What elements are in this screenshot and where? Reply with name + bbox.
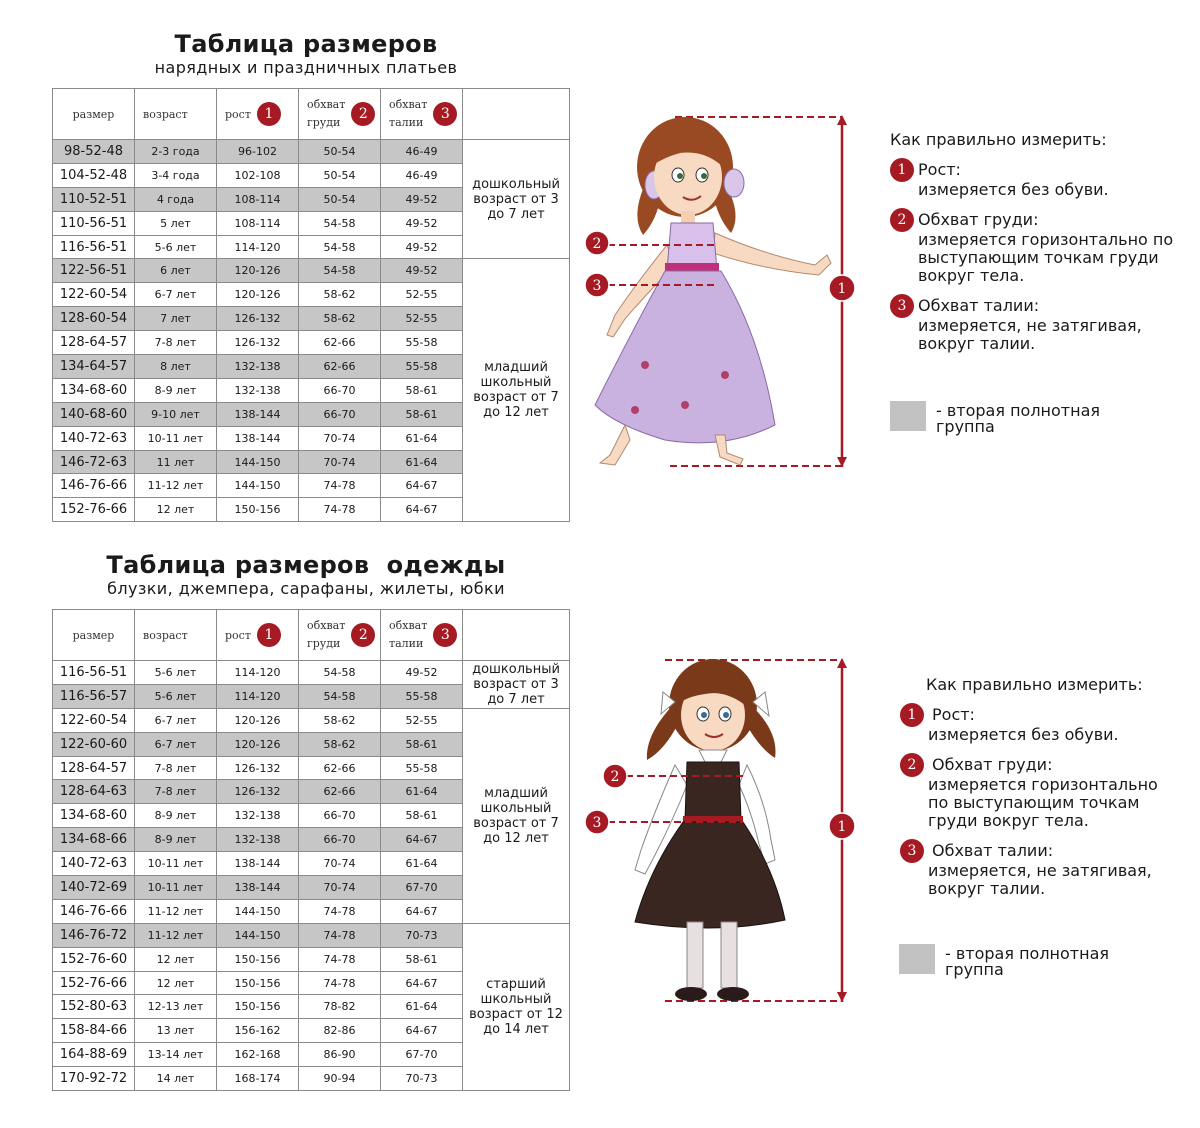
age-group-cell: младший школьный возраст от 7 до 12 лет: [463, 259, 570, 522]
height-cell: 144-150: [217, 923, 299, 947]
header-height: [217, 610, 299, 661]
size-cell: 158-84-66: [53, 1019, 135, 1043]
dress-bodice: [667, 223, 717, 270]
height-cell: 138-144: [217, 876, 299, 900]
marker-3-badge: 3: [433, 623, 457, 647]
header-waist-line2: талии: [389, 116, 424, 129]
chest-cell: 70-74: [299, 450, 381, 474]
waist-cell: 61-64: [381, 995, 463, 1019]
howto-item-text: измеряется горизонтально по выступающим точкам груди вокруг тела.: [918, 230, 1174, 285]
chest-number-icon: 2: [890, 208, 914, 232]
howto-item-title: Обхват талии:: [932, 841, 1054, 860]
size-cell: 146-76-66: [53, 899, 135, 923]
chest-marker-number: 2: [610, 769, 620, 785]
waist-cell: 64-67: [381, 498, 463, 522]
waist-cell: 64-67: [381, 971, 463, 995]
figure-uniform-girl: [575, 650, 865, 1015]
chest-number-icon: 2: [900, 753, 924, 777]
header-chest-line1: обхват: [307, 98, 346, 111]
header-chest-line1: обхват: [307, 619, 346, 632]
height-cell: 108-114: [217, 211, 299, 235]
age-cell: 10-11 лет: [135, 876, 217, 900]
age-cell: 11-12 лет: [135, 474, 217, 498]
size-cell: 128-60-54: [53, 307, 135, 331]
size-cell: 146-76-66: [53, 474, 135, 498]
height-cell: 114-120: [217, 661, 299, 685]
age-cell: 7-8 лет: [135, 331, 217, 355]
chest-cell: 74-78: [299, 498, 381, 522]
howto-item-text: измеряется без обуви.: [918, 180, 1109, 199]
howto-item-title: Рост:: [918, 160, 961, 179]
size-cell: 116-56-57: [53, 684, 135, 708]
header-chest-line2: груди: [307, 637, 341, 650]
age-cell: 7-8 лет: [135, 756, 217, 780]
table-header-row: [53, 610, 570, 661]
waist-cell: 49-52: [381, 259, 463, 283]
header-group: [463, 89, 570, 140]
chest-cell: 74-78: [299, 923, 381, 947]
howto-heading: Как правильно измерить:: [926, 675, 1143, 694]
figure-dress-girl: [575, 105, 865, 480]
size-cell: 134-64-57: [53, 355, 135, 379]
size-cell: 134-68-60: [53, 804, 135, 828]
waist-cell: 61-64: [381, 852, 463, 876]
age-cell: 2-3 года: [135, 140, 217, 164]
height-cell: 144-150: [217, 450, 299, 474]
waist-cell: 58-61: [381, 402, 463, 426]
age-cell: 11-12 лет: [135, 923, 217, 947]
height-cell: 168-174: [217, 1067, 299, 1091]
chest-cell: 66-70: [299, 828, 381, 852]
height-cell: 144-150: [217, 899, 299, 923]
size-cell: 170-92-72: [53, 1067, 135, 1091]
size-cell: 140-72-63: [53, 852, 135, 876]
age-cell: 12 лет: [135, 498, 217, 522]
waist-cell: 70-73: [381, 1067, 463, 1091]
howto-panel-1: [890, 131, 1175, 365]
leg-left: [687, 922, 703, 988]
waist-cell: 61-64: [381, 780, 463, 804]
waist-marker-number: 3: [592, 278, 602, 294]
size-cell: 116-56-51: [53, 661, 135, 685]
header-age: возраст: [135, 89, 217, 140]
waist-cell: 61-64: [381, 450, 463, 474]
waist-number-icon: 3: [890, 294, 914, 318]
header-waist-line1: обхват: [389, 619, 428, 632]
chest-cell: 74-78: [299, 971, 381, 995]
chest-cell: 54-58: [299, 211, 381, 235]
chest-cell: 90-94: [299, 1067, 381, 1091]
waist-cell: 55-58: [381, 355, 463, 379]
age-cell: 13 лет: [135, 1019, 217, 1043]
pinafore-bodice: [685, 762, 741, 820]
size-cell: 134-68-66: [53, 828, 135, 852]
chest-cell: 54-58: [299, 235, 381, 259]
flower-icon: [641, 361, 649, 369]
age-cell: 12 лет: [135, 971, 217, 995]
size-table-dresses: [52, 88, 570, 522]
chest-cell: 82-86: [299, 1019, 381, 1043]
flower-icon: [681, 401, 689, 409]
waist-cell: 55-58: [381, 331, 463, 355]
age-cell: 5-6 лет: [135, 661, 217, 685]
size-cell: 122-56-51: [53, 259, 135, 283]
marker-1-badge: 1: [257, 623, 281, 647]
header-waist-line1: обхват: [389, 98, 428, 111]
chest-cell: 70-74: [299, 426, 381, 450]
flower-icon: [631, 406, 639, 414]
dress-skirt: [592, 271, 775, 443]
chest-cell: 54-58: [299, 684, 381, 708]
table-row: [53, 140, 570, 164]
header-size: размер: [53, 89, 135, 140]
waist-cell: 67-70: [381, 876, 463, 900]
height-cell: 132-138: [217, 804, 299, 828]
chest-cell: 70-74: [299, 852, 381, 876]
shoe-right: [717, 987, 749, 1001]
size-table-clothing: [52, 609, 570, 1091]
waist-cell: 52-55: [381, 708, 463, 732]
header-size: размер: [53, 610, 135, 661]
size-cell: 152-76-60: [53, 947, 135, 971]
chest-marker-number: 2: [592, 236, 602, 252]
height-cell: 126-132: [217, 780, 299, 804]
age-cell: 12-13 лет: [135, 995, 217, 1019]
height-cell: 120-126: [217, 259, 299, 283]
header-age: возраст: [135, 610, 217, 661]
chest-cell: 74-78: [299, 474, 381, 498]
pigtail-right: [745, 705, 776, 758]
height-cell: 96-102: [217, 140, 299, 164]
shoe-left: [675, 987, 707, 1001]
age-cell: 8 лет: [135, 355, 217, 379]
chest-cell: 50-54: [299, 187, 381, 211]
height-cell: 150-156: [217, 995, 299, 1019]
height-cell: 150-156: [217, 947, 299, 971]
waist-marker-number: 3: [592, 815, 602, 831]
waist-cell: 58-61: [381, 732, 463, 756]
pupil-right: [701, 173, 707, 179]
table-row: [53, 259, 570, 283]
header-height-label: рост: [225, 107, 251, 121]
table1-title: Таблица размеров: [174, 30, 438, 58]
size-cell: 146-76-72: [53, 923, 135, 947]
size-cell: 128-64-57: [53, 756, 135, 780]
height-cell: 120-126: [217, 732, 299, 756]
age-cell: 8-9 лет: [135, 804, 217, 828]
chest-cell: 66-70: [299, 804, 381, 828]
chest-cell: 58-62: [299, 307, 381, 331]
size-cell: 110-56-51: [53, 211, 135, 235]
height-marker-number: 1: [837, 281, 847, 297]
howto-item-text: измеряется, не затягивая, вокруг талии.: [918, 316, 1142, 353]
waist-cell: 64-67: [381, 828, 463, 852]
height-cell: 144-150: [217, 474, 299, 498]
size-cell: 128-64-63: [53, 780, 135, 804]
howto-item-title: Обхват груди:: [932, 755, 1053, 774]
table-row: [53, 708, 570, 732]
height-cell: 108-114: [217, 187, 299, 211]
size-cell: 134-68-60: [53, 378, 135, 402]
age-cell: 10-11 лет: [135, 852, 217, 876]
age-cell: 7-8 лет: [135, 780, 217, 804]
height-cell: 132-138: [217, 828, 299, 852]
waist-number-icon: 3: [900, 839, 924, 863]
size-cell: 140-68-60: [53, 402, 135, 426]
height-cell: 126-132: [217, 307, 299, 331]
size-cell: 128-64-57: [53, 331, 135, 355]
age-cell: 8-9 лет: [135, 828, 217, 852]
gray-swatch: [890, 401, 926, 431]
marker-1-badge: 1: [257, 102, 281, 126]
chest-cell: 54-58: [299, 259, 381, 283]
height-cell: 114-120: [217, 684, 299, 708]
waist-cell: 58-61: [381, 378, 463, 402]
pupil-right: [723, 712, 729, 718]
header-group: [463, 610, 570, 661]
age-cell: 13-14 лет: [135, 1043, 217, 1067]
howto-item-text: измеряется без обуви.: [928, 725, 1119, 744]
age-cell: 4 года: [135, 187, 217, 211]
howto-item-chest: [900, 756, 1180, 830]
legend-text: - вторая полнотная группа: [945, 944, 1110, 979]
collar: [699, 750, 727, 762]
chest-cell: 50-54: [299, 140, 381, 164]
leg-right: [721, 922, 737, 988]
howto-item-waist: [890, 297, 1175, 353]
height-cell: 132-138: [217, 355, 299, 379]
waist-cell: 52-55: [381, 307, 463, 331]
age-cell: 5 лет: [135, 211, 217, 235]
chest-cell: 50-54: [299, 163, 381, 187]
height-cell: 132-138: [217, 378, 299, 402]
size-cell: 152-80-63: [53, 995, 135, 1019]
chest-cell: 62-66: [299, 756, 381, 780]
height-cell: 156-162: [217, 1019, 299, 1043]
waist-cell: 49-52: [381, 235, 463, 259]
waist-cell: 64-67: [381, 899, 463, 923]
chest-marker: [585, 231, 609, 255]
age-cell: 6 лет: [135, 259, 217, 283]
height-cell: 126-132: [217, 756, 299, 780]
howto-panel-2: [900, 676, 1180, 910]
header-height-label: рост: [225, 628, 251, 642]
height-cell: 102-108: [217, 163, 299, 187]
age-cell: 9-10 лет: [135, 402, 217, 426]
howto-item-height: [900, 706, 1180, 744]
howto-heading: Как правильно измерить:: [890, 130, 1107, 149]
waist-cell: 70-73: [381, 923, 463, 947]
size-cell: 152-76-66: [53, 498, 135, 522]
chest-cell: 70-74: [299, 876, 381, 900]
pupil-left: [677, 173, 683, 179]
waist-cell: 52-55: [381, 283, 463, 307]
header-waist: [381, 89, 463, 140]
age-cell: 6-7 лет: [135, 708, 217, 732]
height-cell: 138-144: [217, 852, 299, 876]
marker-2-badge: 2: [351, 623, 375, 647]
height-cell: 162-168: [217, 1043, 299, 1067]
header-height: [217, 89, 299, 140]
howto-item-text: измеряется горизонтально по выступающим точкам груди вокруг тела.: [928, 775, 1158, 830]
height-cell: 138-144: [217, 402, 299, 426]
age-cell: 14 лет: [135, 1067, 217, 1091]
chest-cell: 66-70: [299, 402, 381, 426]
chest-marker: [603, 764, 627, 788]
size-cell: 152-76-66: [53, 971, 135, 995]
size-cell: 104-52-48: [53, 163, 135, 187]
height-number-icon: 1: [900, 703, 924, 727]
legend-1: [890, 403, 1180, 437]
howto-item-title: Обхват груди:: [918, 210, 1039, 229]
table1-subtitle: нарядных и праздничных платьев: [154, 58, 458, 77]
header-chest-line2: груди: [307, 116, 341, 129]
pigtail-left: [647, 705, 679, 760]
table2-subtitle: блузки, джемпера, сарафаны, жилеты, юбки: [107, 579, 505, 598]
age-cell: 7 лет: [135, 307, 217, 331]
chest-cell: 58-62: [299, 283, 381, 307]
height-number-icon: 1: [890, 158, 914, 182]
howto-item-chest: [890, 211, 1175, 285]
height-cell: 120-126: [217, 283, 299, 307]
waist-cell: 58-61: [381, 947, 463, 971]
size-cell: 164-88-69: [53, 1043, 135, 1067]
chest-cell: 62-66: [299, 355, 381, 379]
chest-cell: 58-62: [299, 708, 381, 732]
pupil-left: [701, 712, 707, 718]
chest-cell: 58-62: [299, 732, 381, 756]
waist-cell: 64-67: [381, 474, 463, 498]
height-cell: 150-156: [217, 498, 299, 522]
table2-title: Таблица размеров одежды: [106, 551, 506, 579]
age-group-cell: старший школьный возраст от 12 до 14 лет: [463, 923, 570, 1090]
waist-cell: 46-49: [381, 163, 463, 187]
age-group-cell: младший школьный возраст от 7 до 12 лет: [463, 708, 570, 923]
waist-cell: 58-61: [381, 804, 463, 828]
howto-item-waist: [900, 842, 1180, 898]
age-cell: 3-4 года: [135, 163, 217, 187]
waist-cell: 67-70: [381, 1043, 463, 1067]
bow-icon: [724, 169, 744, 197]
age-cell: 6-7 лет: [135, 732, 217, 756]
size-cell: 146-72-63: [53, 450, 135, 474]
legend-text: - вторая полнотная группа: [936, 401, 1101, 436]
height-cell: 120-126: [217, 708, 299, 732]
waist-marker: [585, 273, 609, 297]
waist-cell: 55-58: [381, 756, 463, 780]
chest-cell: 86-90: [299, 1043, 381, 1067]
chest-cell: 62-66: [299, 331, 381, 355]
marker-2-badge: 2: [351, 102, 375, 126]
size-cell: 122-60-54: [53, 708, 135, 732]
age-cell: 8-9 лет: [135, 378, 217, 402]
howto-item-title: Рост:: [932, 705, 975, 724]
age-group-cell: дошкольный возраст от 3 до 7 лет: [463, 140, 570, 259]
flower-icon: [721, 371, 729, 379]
height-cell: 150-156: [217, 971, 299, 995]
leg-left: [600, 425, 630, 465]
legend-2: [899, 946, 1189, 980]
chest-cell: 66-70: [299, 378, 381, 402]
age-cell: 5-6 лет: [135, 684, 217, 708]
table-header-row: [53, 89, 570, 140]
waist-cell: 61-64: [381, 426, 463, 450]
age-cell: 11-12 лет: [135, 899, 217, 923]
size-cell: 140-72-69: [53, 876, 135, 900]
size-cell: 110-52-51: [53, 187, 135, 211]
size-cell: 98-52-48: [53, 140, 135, 164]
chest-cell: 54-58: [299, 661, 381, 685]
waist-cell: 64-67: [381, 1019, 463, 1043]
height-marker-number: 1: [837, 819, 847, 835]
table-row: [53, 661, 570, 685]
waist-cell: 46-49: [381, 140, 463, 164]
height-cell: 138-144: [217, 426, 299, 450]
waist-cell: 49-52: [381, 211, 463, 235]
chest-cell: 78-82: [299, 995, 381, 1019]
header-chest: [299, 89, 381, 140]
howto-item-title: Обхват талии:: [918, 296, 1040, 315]
howto-item-text: измеряется, не затягивая, вокруг талии.: [928, 861, 1152, 898]
height-marker: [829, 813, 855, 839]
height-cell: 114-120: [217, 235, 299, 259]
table-row: [53, 923, 570, 947]
chest-cell: 74-78: [299, 899, 381, 923]
chest-cell: 62-66: [299, 780, 381, 804]
waist-cell: 49-52: [381, 661, 463, 685]
howto-item-height: [890, 161, 1175, 199]
age-cell: 12 лет: [135, 947, 217, 971]
waist-marker: [585, 810, 609, 834]
size-cell: 116-56-51: [53, 235, 135, 259]
age-cell: 6-7 лет: [135, 283, 217, 307]
age-cell: 11 лет: [135, 450, 217, 474]
size-cell: 122-60-54: [53, 283, 135, 307]
header-waist-line2: талии: [389, 637, 424, 650]
age-cell: 5-6 лет: [135, 235, 217, 259]
arm-right: [713, 233, 831, 275]
age-cell: 10-11 лет: [135, 426, 217, 450]
height-marker: [829, 275, 855, 301]
size-cell: 122-60-60: [53, 732, 135, 756]
marker-3-badge: 3: [433, 102, 457, 126]
waist-cell: 49-52: [381, 187, 463, 211]
gray-swatch: [899, 944, 935, 974]
waist-cell: 55-58: [381, 684, 463, 708]
size-cell: 140-72-63: [53, 426, 135, 450]
header-chest: [299, 610, 381, 661]
chest-cell: 74-78: [299, 947, 381, 971]
age-group-cell: дошкольный возраст от 3 до 7 лет: [463, 661, 570, 709]
header-waist: [381, 610, 463, 661]
height-cell: 126-132: [217, 331, 299, 355]
